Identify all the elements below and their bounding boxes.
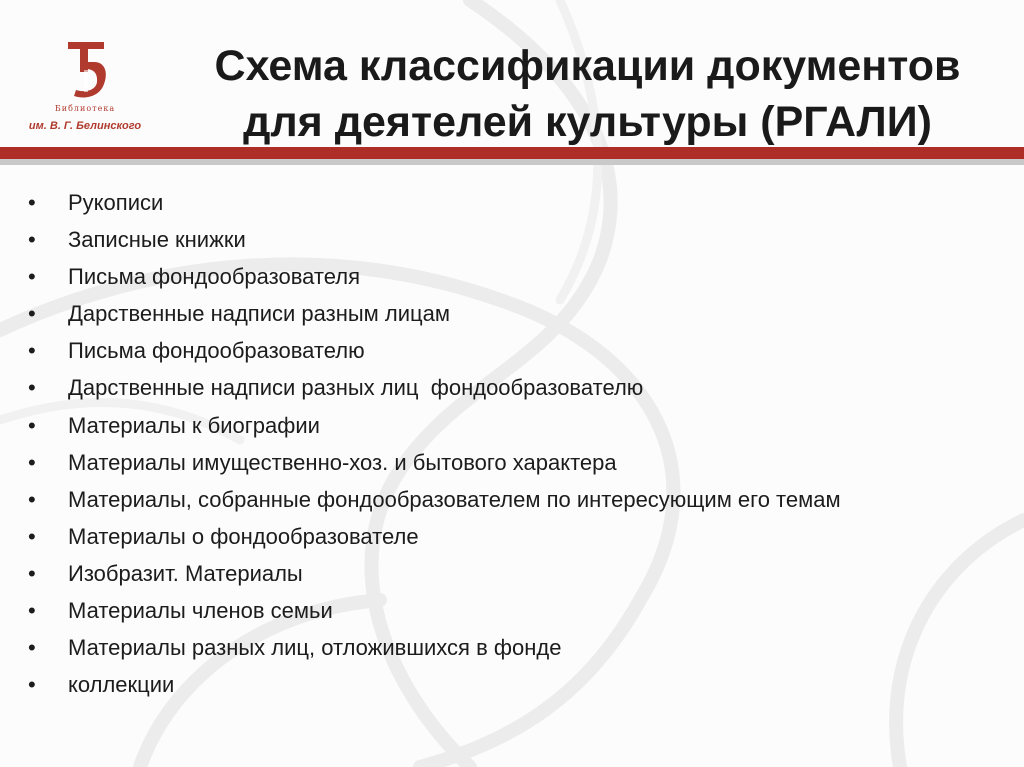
bullet-icon: • (28, 560, 36, 586)
library-logo-icon (64, 40, 108, 102)
list-item-text: Материалы о фондообразователе (68, 523, 419, 549)
library-logo (20, 40, 150, 140)
list-item-text: Материалы имущественно-хоз. и бытового характера (68, 449, 617, 475)
bullet-icon: • (28, 449, 36, 475)
list-item-text: Письма фондообразователю (68, 338, 365, 364)
bullet-icon: • (28, 635, 36, 661)
slide-title-line-2: для деятелей культуры (РГАЛИ) (243, 98, 932, 146)
list-item-text: Дарственные надписи разным лицам (68, 301, 451, 327)
list-item-text: Записные книжки (68, 227, 246, 253)
bullet-icon: • (28, 264, 36, 290)
bullet-icon: • (28, 375, 36, 401)
list-item-text: Письма фондообразователя (68, 264, 361, 290)
title-divider-red (0, 147, 1024, 159)
bullet-icon: • (28, 301, 36, 327)
list-item-text: Дарственные надписи разных лиц фондообразователю (68, 375, 644, 401)
bullet-icon: • (28, 598, 36, 624)
list-item-text: Изобразит. Материалы (68, 560, 303, 586)
bullet-icon: • (28, 672, 36, 698)
list-item-text: Материалы к биографии (68, 412, 320, 438)
list-item-text: Рукописи (68, 190, 164, 215)
list-item-text: Материалы разных лиц, отложившихся в фонде (68, 635, 562, 661)
slide-title-line-1: Схема классификации документов (214, 42, 961, 90)
bullet-icon: • (28, 190, 36, 215)
bullet-icon: • (28, 486, 36, 512)
logo-caption-top: Библиотека (54, 104, 116, 113)
title-divider-gray (0, 159, 1024, 165)
bullet-icon: • (28, 227, 36, 253)
logo-caption-bottom: им. В. Г. Белинского (28, 120, 142, 132)
bullet-icon: • (28, 412, 36, 438)
list-item-text: Материалы, собранные фондообразователем по интересующим его темам (68, 486, 841, 512)
list-item-text: Материалы членов семьи (68, 598, 333, 624)
bullet-icon: • (28, 523, 36, 549)
slide-title (160, 38, 1015, 150)
list-item-text: коллекции (68, 672, 175, 698)
bullet-icon: • (28, 338, 36, 364)
